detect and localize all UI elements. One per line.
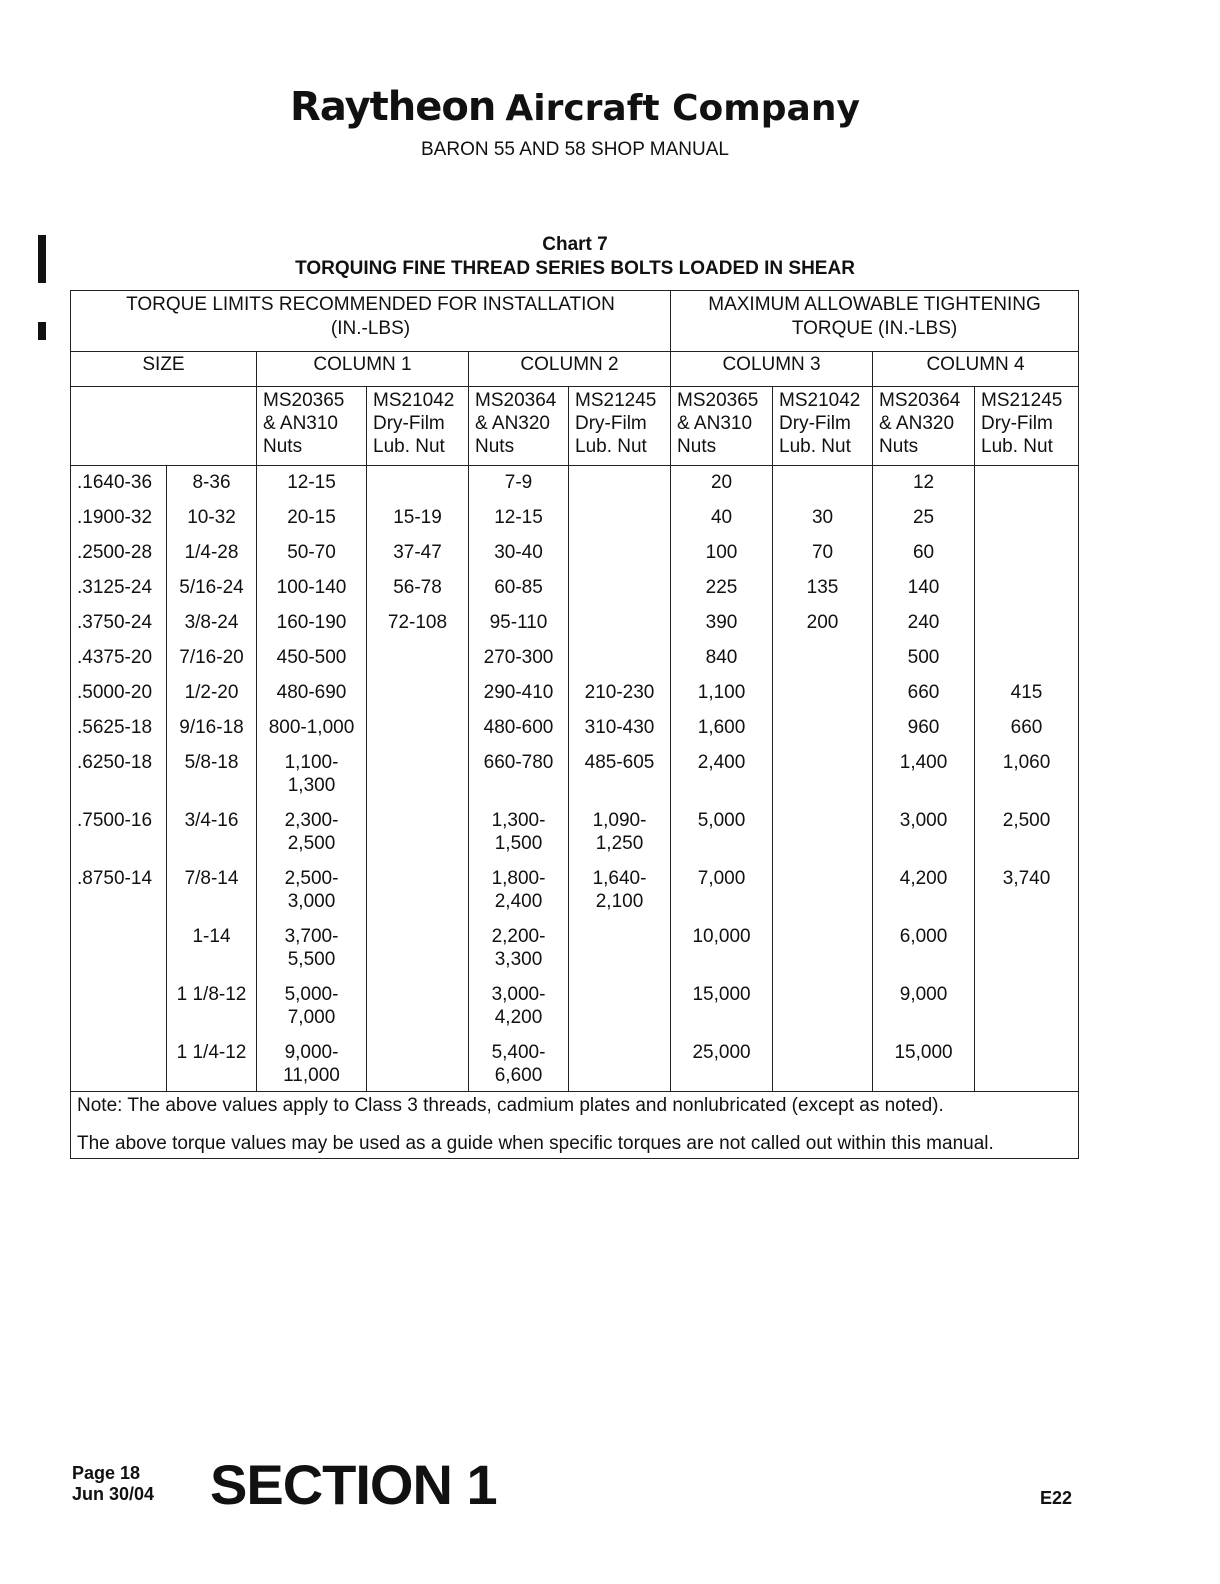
table-cell: .2500-28 xyxy=(71,536,167,571)
table-cell: 50-70 xyxy=(257,536,367,571)
table-cell: 60-85 xyxy=(469,571,569,606)
table-cell: 660 xyxy=(975,711,1079,746)
table-cell xyxy=(975,466,1079,502)
table-cell xyxy=(773,641,873,676)
nut-header-cell: MS21245 Dry-Film Lub. Nut xyxy=(975,387,1079,466)
table-cell xyxy=(367,746,469,804)
table-cell: 840 xyxy=(671,641,773,676)
table-cell xyxy=(71,978,167,1036)
table-cell: 8-36 xyxy=(167,466,257,502)
nut-header-cell: MS21042 Dry-Film Lub. Nut xyxy=(773,387,873,466)
table-cell: 7,000 xyxy=(671,862,773,920)
table-cell: 1,600 xyxy=(671,711,773,746)
table-cell: 1,090- 1,250 xyxy=(569,804,671,862)
table-cell: 290-410 xyxy=(469,676,569,711)
table-cell xyxy=(569,501,671,536)
table-cell: 7/8-14 xyxy=(167,862,257,920)
table-cell: 5/16-24 xyxy=(167,571,257,606)
table-cell: 15-19 xyxy=(367,501,469,536)
table-cell: 12 xyxy=(873,466,975,502)
table-cell: 3/4-16 xyxy=(167,804,257,862)
nut-header-cell: MS21042 Dry-Film Lub. Nut xyxy=(367,387,469,466)
table-cell xyxy=(975,920,1079,978)
table-cell: 5,400- 6,600 xyxy=(469,1036,569,1092)
table-cell: 5/8-18 xyxy=(167,746,257,804)
nut-header-cell: MS20365 & AN310 Nuts xyxy=(671,387,773,466)
table-cell: 10,000 xyxy=(671,920,773,978)
table-cell: .5625-18 xyxy=(71,711,167,746)
table-cell: 15,000 xyxy=(671,978,773,1036)
table-row xyxy=(71,1036,1079,1092)
revision-code: E22 xyxy=(1040,1488,1073,1508)
table-cell: 660 xyxy=(873,676,975,711)
torque-table xyxy=(70,290,1079,1159)
table-row xyxy=(71,536,1079,571)
table-cell: .8750-14 xyxy=(71,862,167,920)
table-cell xyxy=(975,641,1079,676)
column-4-header: COLUMN 4 xyxy=(873,352,1079,387)
table-cell: 5,000 xyxy=(671,804,773,862)
table-cell: 800-1,000 xyxy=(257,711,367,746)
table-cell: 9,000 xyxy=(873,978,975,1036)
table-cell: 2,200- 3,300 xyxy=(469,920,569,978)
note-row xyxy=(71,1092,1079,1159)
table-cell: 270-300 xyxy=(469,641,569,676)
table-cell xyxy=(773,711,873,746)
nut-header-row xyxy=(71,387,1079,466)
size-header: SIZE xyxy=(71,352,257,387)
maximum-header: MAXIMUM ALLOWABLE TIGHTENING TORQUE (IN.-LBS) xyxy=(671,291,1079,352)
table-cell xyxy=(773,466,873,502)
table-cell: 40 xyxy=(671,501,773,536)
column-1-header: COLUMN 1 xyxy=(257,352,469,387)
table-row xyxy=(71,862,1079,920)
table-cell xyxy=(569,536,671,571)
table-cell: 1,300- 1,500 xyxy=(469,804,569,862)
table-cell: 20 xyxy=(671,466,773,502)
table-cell: 225 xyxy=(671,571,773,606)
table-cell: 30-40 xyxy=(469,536,569,571)
chart-title xyxy=(0,233,1150,281)
table-cell: .6250-18 xyxy=(71,746,167,804)
table-cell: 1,100- 1,300 xyxy=(257,746,367,804)
table-cell xyxy=(975,606,1079,641)
table-row xyxy=(71,571,1079,606)
table-cell: 3,000- 4,200 xyxy=(469,978,569,1036)
table-cell xyxy=(569,466,671,502)
table-cell: 1,100 xyxy=(671,676,773,711)
table-row xyxy=(71,920,1079,978)
table-cell: 1/2-20 xyxy=(167,676,257,711)
page-date: Jun 30/04 xyxy=(72,1484,155,1504)
table-cell: 100 xyxy=(671,536,773,571)
table-cell xyxy=(975,978,1079,1036)
table-cell xyxy=(367,641,469,676)
table-cell xyxy=(367,978,469,1036)
table-cell: 140 xyxy=(873,571,975,606)
table-cell: 4,200 xyxy=(873,862,975,920)
change-bar-icon xyxy=(38,322,46,340)
table-cell: 415 xyxy=(975,676,1079,711)
table-cell: 12-15 xyxy=(257,466,367,502)
table-cell xyxy=(367,920,469,978)
table-cell xyxy=(569,1036,671,1092)
table-cell xyxy=(71,920,167,978)
table-cell: 480-600 xyxy=(469,711,569,746)
table-cell: 60 xyxy=(873,536,975,571)
table-cell: 2,500 xyxy=(975,804,1079,862)
table-cell: 1,640- 2,100 xyxy=(569,862,671,920)
table-cell: 30 xyxy=(773,501,873,536)
note-line-2: The above torque values may be used as a guide when specific torques are not called out within this manual. xyxy=(77,1133,994,1154)
table-cell: 10-32 xyxy=(167,501,257,536)
table-cell: .5000-20 xyxy=(71,676,167,711)
table-cell xyxy=(773,746,873,804)
table-cell: 1-14 xyxy=(167,920,257,978)
table-cell: .3125-24 xyxy=(71,571,167,606)
table-body xyxy=(71,466,1079,1092)
table-cell: 390 xyxy=(671,606,773,641)
table-cell: 6,000 xyxy=(873,920,975,978)
company-name: Aircraft Company xyxy=(505,88,860,129)
table-cell: 500 xyxy=(873,641,975,676)
table-cell: 1,400 xyxy=(873,746,975,804)
table-row xyxy=(71,978,1079,1036)
table-cell: 15,000 xyxy=(873,1036,975,1092)
table-cell xyxy=(367,1036,469,1092)
page-number: Page 18 xyxy=(72,1463,141,1483)
table-row xyxy=(71,711,1079,746)
table-cell: 25,000 xyxy=(671,1036,773,1092)
section-label: SECTION 1 xyxy=(210,1453,497,1516)
table-cell: 95-110 xyxy=(469,606,569,641)
table-cell: 480-690 xyxy=(257,676,367,711)
table-cell: 135 xyxy=(773,571,873,606)
table-cell: 210-230 xyxy=(569,676,671,711)
table-row xyxy=(71,676,1079,711)
column-header-row xyxy=(71,352,1079,387)
table-cell: .7500-16 xyxy=(71,804,167,862)
table-cell: 20-15 xyxy=(257,501,367,536)
table-cell: 25 xyxy=(873,501,975,536)
table-cell xyxy=(367,676,469,711)
table-cell: 5,000- 7,000 xyxy=(257,978,367,1036)
table-cell xyxy=(569,920,671,978)
table-cell: 200 xyxy=(773,606,873,641)
table-cell xyxy=(569,978,671,1036)
table-cell: 485-605 xyxy=(569,746,671,804)
table-cell: 9,000- 11,000 xyxy=(257,1036,367,1092)
table-cell: .4375-20 xyxy=(71,641,167,676)
column-3-header: COLUMN 3 xyxy=(671,352,873,387)
table-cell xyxy=(367,466,469,502)
table-cell: 240 xyxy=(873,606,975,641)
table-cell: 450-500 xyxy=(257,641,367,676)
nut-header-cell: MS21245 Dry-Film Lub. Nut xyxy=(569,387,671,466)
table-cell xyxy=(367,804,469,862)
table-cell: .1900-32 xyxy=(71,501,167,536)
table-cell xyxy=(773,978,873,1036)
table-cell: 1,800- 2,400 xyxy=(469,862,569,920)
table-cell xyxy=(569,641,671,676)
table-cell: 310-430 xyxy=(569,711,671,746)
table-cell xyxy=(367,862,469,920)
table-cell: 7-9 xyxy=(469,466,569,502)
table-cell: 3,000 xyxy=(873,804,975,862)
table-cell xyxy=(773,676,873,711)
chart-heading: TORQUING FINE THREAD SERIES BOLTS LOADED IN SHEAR xyxy=(295,258,855,279)
brand-logo: Raytheon xyxy=(290,84,496,130)
table-cell: .1640-36 xyxy=(71,466,167,502)
manual-title: BARON 55 AND 58 SHOP MANUAL xyxy=(421,139,729,160)
table-cell: 3/8-24 xyxy=(167,606,257,641)
table-cell xyxy=(975,571,1079,606)
table-row xyxy=(71,466,1079,502)
table-cell: 72-108 xyxy=(367,606,469,641)
table-cell: 2,500- 3,000 xyxy=(257,862,367,920)
table-cell: 3,740 xyxy=(975,862,1079,920)
table-cell: 960 xyxy=(873,711,975,746)
table-cell: 9/16-18 xyxy=(167,711,257,746)
note-cell xyxy=(71,1092,1079,1159)
table-cell xyxy=(569,571,671,606)
table-row xyxy=(71,501,1079,536)
table-cell: 2,400 xyxy=(671,746,773,804)
table-cell xyxy=(773,1036,873,1092)
table-cell xyxy=(569,606,671,641)
group-header-row xyxy=(71,291,1079,352)
table-cell: 37-47 xyxy=(367,536,469,571)
nut-header-cell: MS20365 & AN310 Nuts xyxy=(257,387,367,466)
installation-header: TORQUE LIMITS RECOMMENDED FOR INSTALLATION (IN.-LBS) xyxy=(71,291,671,352)
table-cell: 160-190 xyxy=(257,606,367,641)
table-row xyxy=(71,641,1079,676)
table-cell xyxy=(975,536,1079,571)
table-row xyxy=(71,804,1079,862)
table-cell xyxy=(975,501,1079,536)
table-cell: 7/16-20 xyxy=(167,641,257,676)
table-cell: 56-78 xyxy=(367,571,469,606)
column-2-header: COLUMN 2 xyxy=(469,352,671,387)
table-cell xyxy=(773,862,873,920)
table-cell xyxy=(773,920,873,978)
table-cell: 1 1/8-12 xyxy=(167,978,257,1036)
page-footer-info xyxy=(72,1463,154,1505)
table-cell: 70 xyxy=(773,536,873,571)
table-cell: 1/4-28 xyxy=(167,536,257,571)
chart-number: Chart 7 xyxy=(542,234,608,255)
table-cell xyxy=(773,804,873,862)
table-cell: 1 1/4-12 xyxy=(167,1036,257,1092)
table-cell xyxy=(367,711,469,746)
table-cell: 100-140 xyxy=(257,571,367,606)
table-cell: 660-780 xyxy=(469,746,569,804)
table-cell xyxy=(71,1036,167,1092)
page-header xyxy=(0,84,1150,130)
nut-header-cell: MS20364 & AN320 Nuts xyxy=(469,387,569,466)
table-cell: 12-15 xyxy=(469,501,569,536)
empty-header-cell xyxy=(71,387,257,466)
table-row xyxy=(71,746,1079,804)
table-row xyxy=(71,606,1079,641)
nut-header-cell: MS20364 & AN320 Nuts xyxy=(873,387,975,466)
table-cell: 1,060 xyxy=(975,746,1079,804)
note-line-1: Note: The above values apply to Class 3 threads, cadmium plates and nonlubricated (except as noted). xyxy=(77,1095,944,1116)
table-cell: 2,300- 2,500 xyxy=(257,804,367,862)
table-cell xyxy=(975,1036,1079,1092)
table-cell: 3,700- 5,500 xyxy=(257,920,367,978)
table-cell: .3750-24 xyxy=(71,606,167,641)
